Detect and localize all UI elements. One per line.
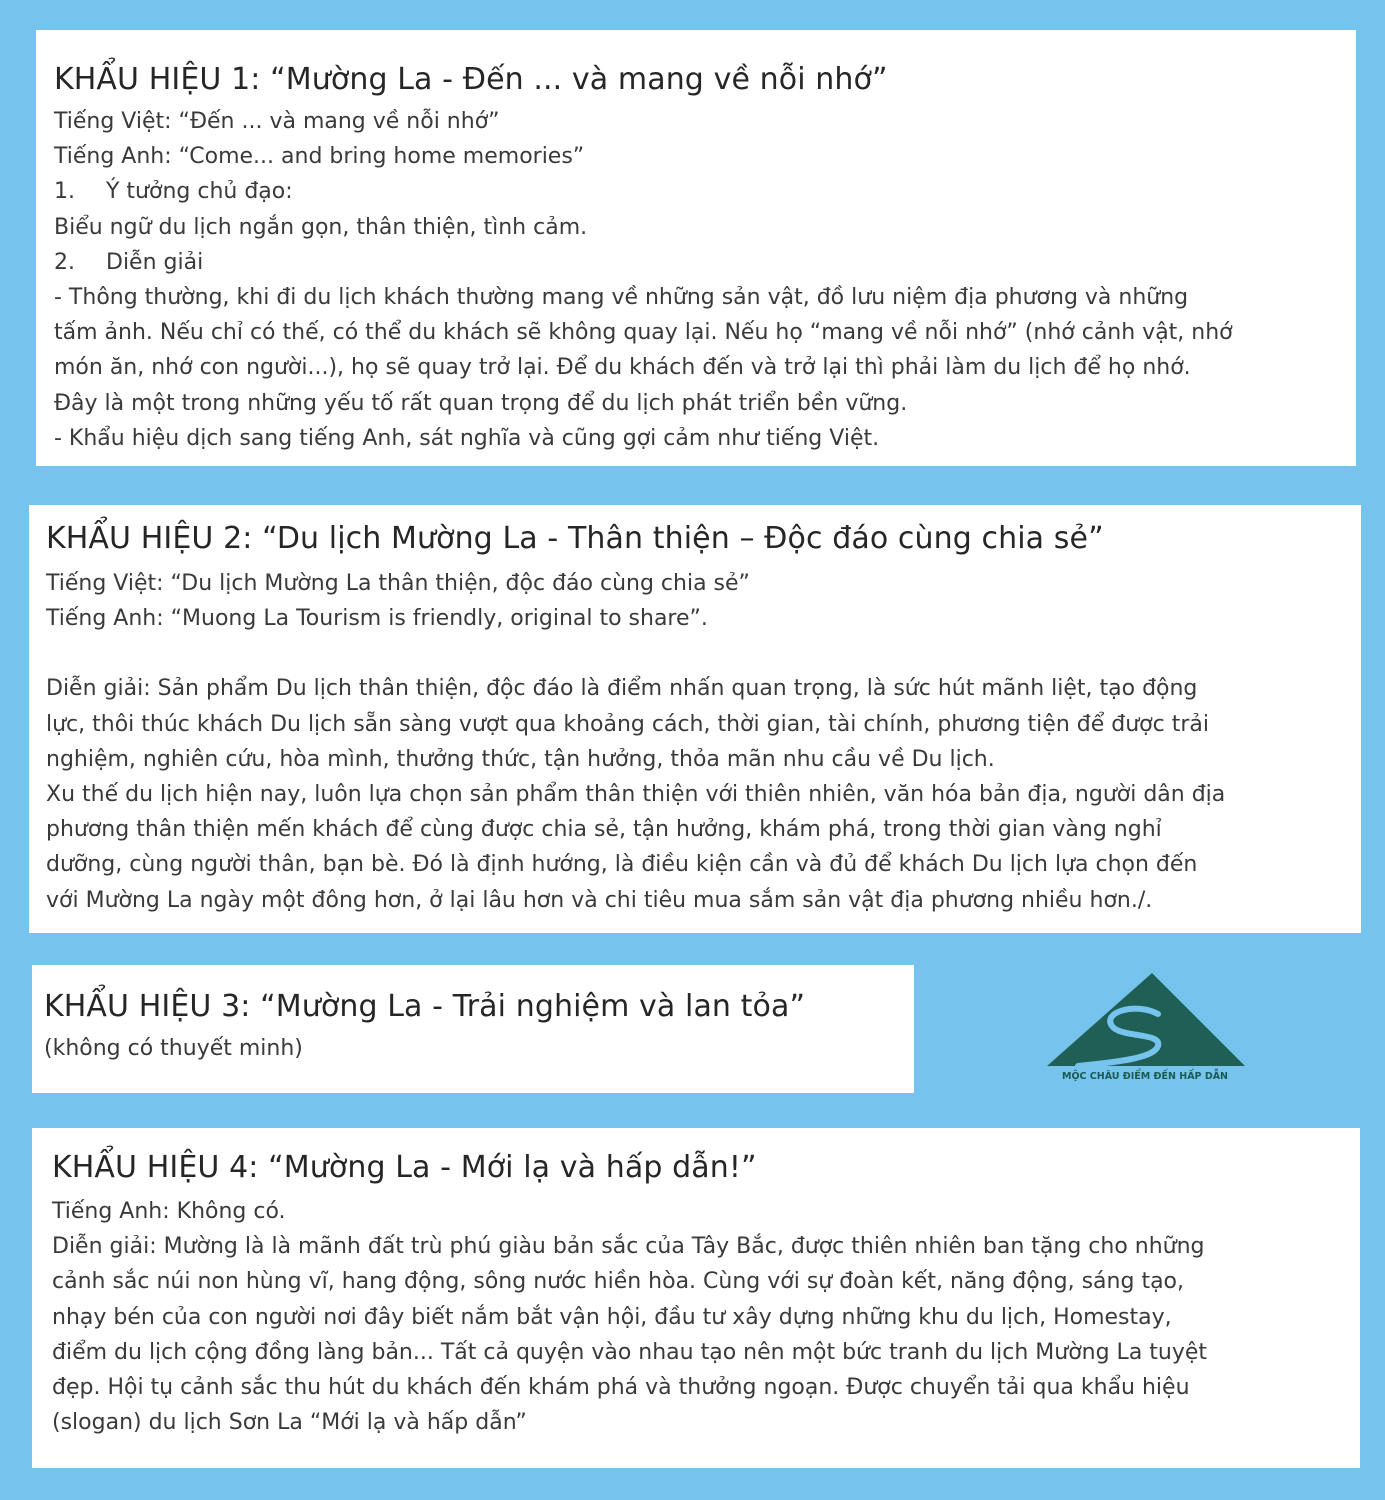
slogan-1-idea: Biểu ngữ du lịch ngắn gọn, thân thiện, tình cảm. [54, 214, 588, 240]
slogan-4-card [32, 1128, 1360, 1468]
mountain-road-icon [1040, 968, 1250, 1088]
paragraph-line: nghiệm, nghiên cứu, hòa mình, thưởng thức, tận hưởng, thỏa mãn nhu cầu về Du lịch. [46, 746, 995, 772]
slogan-2-title: KHẨU HIỆU 2: “Du lịch Mường La - Thân thiện – Độc đáo cùng chia sẻ” [46, 521, 1104, 556]
slogan-2-english: Tiếng Anh: “Muong La Tourism is friendly, original to share”. [46, 606, 708, 632]
slogan-4-title: KHẨU HIỆU 4: “Mường La - Mới lạ và hấp dẫn!” [52, 1150, 757, 1185]
logo-caption: MỘC CHÂU ĐIỂM ĐẾN HẤP DẪN [1061, 1071, 1229, 1082]
paragraph-line: cảnh sắc núi non hùng vĩ, hang động, sông nước hiền hòa. Cùng với sự đoàn kết, năng động, sáng tạo, [52, 1269, 1185, 1295]
slogan-3-note: (không có thuyết minh) [44, 1036, 303, 1061]
paragraph-line: Diễn giải: Mường là là mãnh đất trù phú giàu bản sắc của Tây Bắc, được thiên nhiên ban tặng cho những [52, 1234, 1205, 1260]
slogan-2-card [29, 505, 1361, 933]
paragraph-line: lực, thôi thúc khách Du lịch sẵn sàng vượt qua khoảng cách, thời gian, tài chính, phương tiện để được trải [46, 711, 1209, 737]
slogan-1-item-2 [54, 245, 1346, 280]
paragraph-line: với Mường La ngày một đông hơn, ở lại lâu hơn và chi tiêu mua sắm sản vật địa phương nhiều hơn./. [46, 887, 1153, 913]
paragraph-line: phương thân thiện mến khách để cùng được chia sẻ, tận hưởng, khám phá, trong thời gian vàng nghỉ [46, 817, 1162, 843]
slogan-3-card [32, 965, 914, 1093]
paragraph-line: điểm du lịch cộng đồng làng bản... Tất cả quyện vào nhau tạo nên một bức tranh du lịch Mường La tuyệt [52, 1339, 1208, 1365]
slogan-1-card [36, 30, 1356, 466]
paragraph-line: - Khẩu hiệu dịch sang tiếng Anh, sát nghĩa và cũng gợi cảm như tiếng Việt. [54, 425, 880, 451]
paragraph-line: nhạy bén của con người nơi đây biết nắm bắt vận hội, đầu tư xây dựng những khu du lịch, Homestay, [52, 1304, 1172, 1330]
paragraph-line: Diễn giải: Sản phẩm Du lịch thân thiện, độc đáo là điểm nhấn quan trọng, là sức hút mãnh liệt, tạo động [46, 676, 1198, 702]
paragraph-line: đẹp. Hội tụ cảnh sắc thu hút du khách đến khám phá và thưởng ngoạn. Được chuyển tải qua khẩu hiệu [52, 1375, 1190, 1401]
item-label: Diễn giải [106, 249, 204, 275]
paragraph-line: món ăn, nhớ con người...), họ sẽ quay trở lại. Để du khách đến và trở lại thì phải làm du lịch để họ nhớ. [54, 355, 1191, 381]
spacer [46, 636, 1351, 671]
paragraph-line: tấm ảnh. Nếu chỉ có thế, có thể du khách sẽ không quay lại. Nếu họ “mang về nỗi nhớ” (nhớ cảnh vật, nhớ [54, 320, 1233, 346]
paragraph-line: dưỡng, cùng người thân, bạn bè. Đó là định hướng, là điều kiện cần và đủ để khách Du lịch lựa chọn đến [46, 852, 1198, 878]
paragraph-line: Xu thế du lịch hiện nay, luôn lựa chọn sản phẩm thân thiện với thiên nhiên, văn hóa bản địa, người dân địa [46, 782, 1226, 808]
item-number: 2. [54, 249, 75, 275]
paragraph-line: - Thông thường, khi đi du lịch khách thường mang về những sản vật, đồ lưu niệm địa phương và những [54, 285, 1189, 311]
slogan-1-vietnamese: Tiếng Việt: “Đến ... và mang về nỗi nhớ” [54, 109, 500, 134]
slogan-1-english: Tiếng Anh: “Come... and bring home memories” [54, 144, 585, 170]
item-number: 1. [54, 179, 75, 205]
slogan-1-item-1 [54, 174, 1346, 209]
slogan-3-title: KHẨU HIỆU 3: “Mường La - Trải nghiệm và lan tỏa” [44, 989, 806, 1024]
item-label: Ý tưởng chủ đạo: [106, 179, 293, 205]
slogan-4-english: Tiếng Anh: Không có. [52, 1199, 286, 1224]
paragraph-line: Đây là một trong những yếu tố rất quan trọng để du lịch phát triển bền vững. [54, 390, 908, 416]
slogan-2-vietnamese: Tiếng Việt: “Du lịch Mường La thân thiện, độc đáo cùng chia sẻ” [46, 571, 750, 596]
slogan-1-title: KHẨU HIỆU 1: “Mường La - Đến ... và mang về nỗi nhớ” [54, 62, 888, 97]
paragraph-line: (slogan) du lịch Sơn La “Mới lạ và hấp dẫn” [52, 1410, 527, 1436]
